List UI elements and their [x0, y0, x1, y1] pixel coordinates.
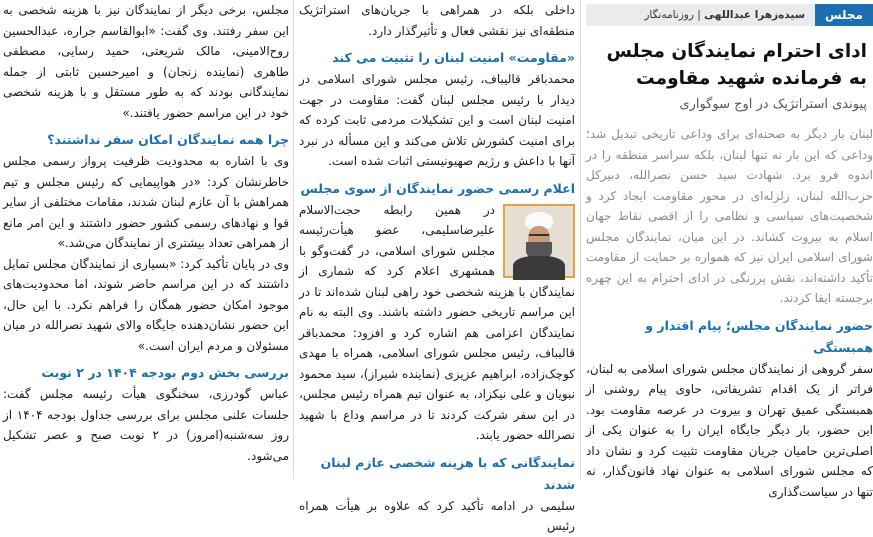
paragraph: عباس گودرزی، سخنگوی هیأت رئیسه مجلس گفت: جلسات علنی مجلس برای بررسی جداول بودجه ۱۴۰۴ از روز سه‌شنبه(امروز) در ۲ نوبت صبح و عصر تشکیل می‌شود. — [3, 387, 289, 463]
paragraph: در همین رابطه حجت‌الاسلام علیرضاسلیمی، عضو هیأت‌رئیسه مجلس شورای اسلامی، در گفت‌وگو با همشهری اعلام کرد که شماری از نمایندگان با هزینه شخصی خود راهی لبنان شده‌اند تا در این مراسم تاریخی حضور داشته باشند. وی البته به نام نمایندگان اعزامی هم اشاره کرد و افزود: محمدباقر قالیباف، رئیس مجلس شورای اسلامی، همراه با مهدی کوچک‌زاده، ابراهیم عزیزی (نماینده شیراز)، سید محمود نبویان و علی نیکزاد، به عنوان تیم همراه رئیس مجلس، در این سفر شرکت کردند تا در مراسم وداع با شهید نصرالله حضور یابند. — [299, 202, 575, 442]
glasses-shape — [529, 234, 549, 240]
section-bar — [586, 4, 873, 26]
paragraph: داخلی بلکه در همراهی با جریان‌های استراتژیک منطقه‌ای نیز نقشی فعال و تأثیرگذار دارد. — [299, 3, 575, 38]
paragraph: وی در پایان تأکید کرد: «بسیاری از نمایندگان مجلس تمایل داشتند که در این مراسم حاضر شوند، اما محدودیت‌های موجود امکان حضور همگان را فراهم نکرد. با این حال، این حضور نشان‌دهنده جایگاه والای شهید نصرالله در میان مسئولان و مردم ایران است.» — [3, 256, 289, 353]
headline: ادای احترام نمایندگان مجلس به فرمانده شهید مقاومت — [606, 41, 867, 89]
subhead-personal-expense: نمایندگانی که با هزینه شخصی عازم لبنان شدند — [320, 454, 575, 492]
author-name: سیده‌زهرا عبداللهی — [704, 9, 806, 21]
author-role: | روزنامه‌نگار — [644, 9, 705, 21]
subhead-budget: بررسی بخش دوم بودجه ۱۴۰۴ در ۲ نوبت — [41, 365, 289, 380]
paragraph: سلیمی در ادامه تأکید کرد که علاوه بر هیأت همراه رئیس — [299, 498, 575, 533]
paragraph: وی با اشاره به محدودیت ظرفیت پرواز رسمی مجلس خاطرنشان کرد: «در هواپیمایی که رئیس مجلس و تیم همراهش با آن عازم لبنان شدند، مقامات مختلفی از سایر قوا و نهادهای رسمی کشور حضور داشتند و این امر مانع از همراهی تعداد بیشتری از نمایندگان می‌شد.» — [3, 154, 289, 250]
subheadline: پیوندی استراتژیک در اوج سوگواری — [679, 97, 867, 112]
portrait-photo — [503, 204, 575, 278]
paragraph: محمدباقر قالیباف، رئیس مجلس شورای اسلامی در دیدار با رئیس مجلس لبنان گفت: مقاومت در جهت امنیت لبنان است و این تشکیلات مردمی ثابت کرده که برای امنیت کشورش تلاش می‌کند و این مسأله در نبرد آنها با داعش و رژیم صهیونیستی اثبات شده است. — [299, 72, 575, 168]
robe-shape — [513, 256, 565, 280]
subhead-official-announcement: اعلام رسمی حضور نمایندگان از سوی مجلس — [300, 180, 575, 196]
section-label[interactable]: مجلس — [815, 4, 873, 26]
column-right — [586, 0, 873, 499]
lede-paragraph: لبنان بار دیگر به صحنه‌ای برای وداعی تاریخی تبدیل شد؛ وداعی که این بار نه تنها لبنان، بلکه سراسر منطقه را در اندوه فرو برد. شهادت سید حسن نصرالله، دبیرکل حزب‌الله لبنان، زلزله‌ای در محور مقاومت ایجاد کرد و شخصیت‌های سیاسی و نظامی را از اقصی نقاط جهان اسلام به بیروت کشاند. در این میان، نمایندگان مجلس شورای اسلامی ایران نیز که همواره بر حمایت از مقاومت تأکید داشته‌اند، نقش پررنگی در ادای احترام به این چهره برجسته ایفا کردند. — [586, 127, 873, 305]
paragraph: مجلس، برخی دیگر از نمایندگان نیز با هزینه شخصی به این سفر رفتند. وی گفت: «ابوالقاسم جراره، عبدالحسین روح‌الامینی، مالک شریعتی، حمید رسایی، مصطفی طاهری (نماینده زنجان) و امیرحسین ثابتی از جمله نمایندگانی بودند که به طور مستقل و با هزینه شخصی خود در این مراسم حضور یافتند.» — [3, 3, 289, 120]
byline — [644, 4, 815, 26]
column-middle — [299, 0, 575, 533]
subhead-why-not-all: چرا همه نمایندگان امکان سفر نداشتند؟ — [47, 132, 289, 147]
paragraph: سفر گروهی از نمایندگان مجلس شورای اسلامی به لبنان، فراتر از یک اقدام تشریفاتی، حاوی پیام روشنی از همبستگی عمیق تهران و بیروت در عرصه مقاومت بود. این حضور، بار دیگر جایگاه ایران را به عنوان یکی از اصلی‌ترین حامیان جریان مقاومت تثبیت کرد و نشان داد که مجلس شورای اسلامی به عنوان نهاد قانون‌گذار، نه تنها در سیاست‌گذاری — [586, 361, 873, 499]
column-left — [3, 0, 289, 479]
subhead-presence: حضور نمایندگان مجلس؛ پیام اقتدار و همبستگی — [645, 317, 873, 355]
column-divider — [580, 0, 581, 479]
column-divider — [293, 0, 294, 479]
subhead-resistance: «مقاومت» امنیت لبنان را تثبیت می کند — [332, 50, 575, 65]
